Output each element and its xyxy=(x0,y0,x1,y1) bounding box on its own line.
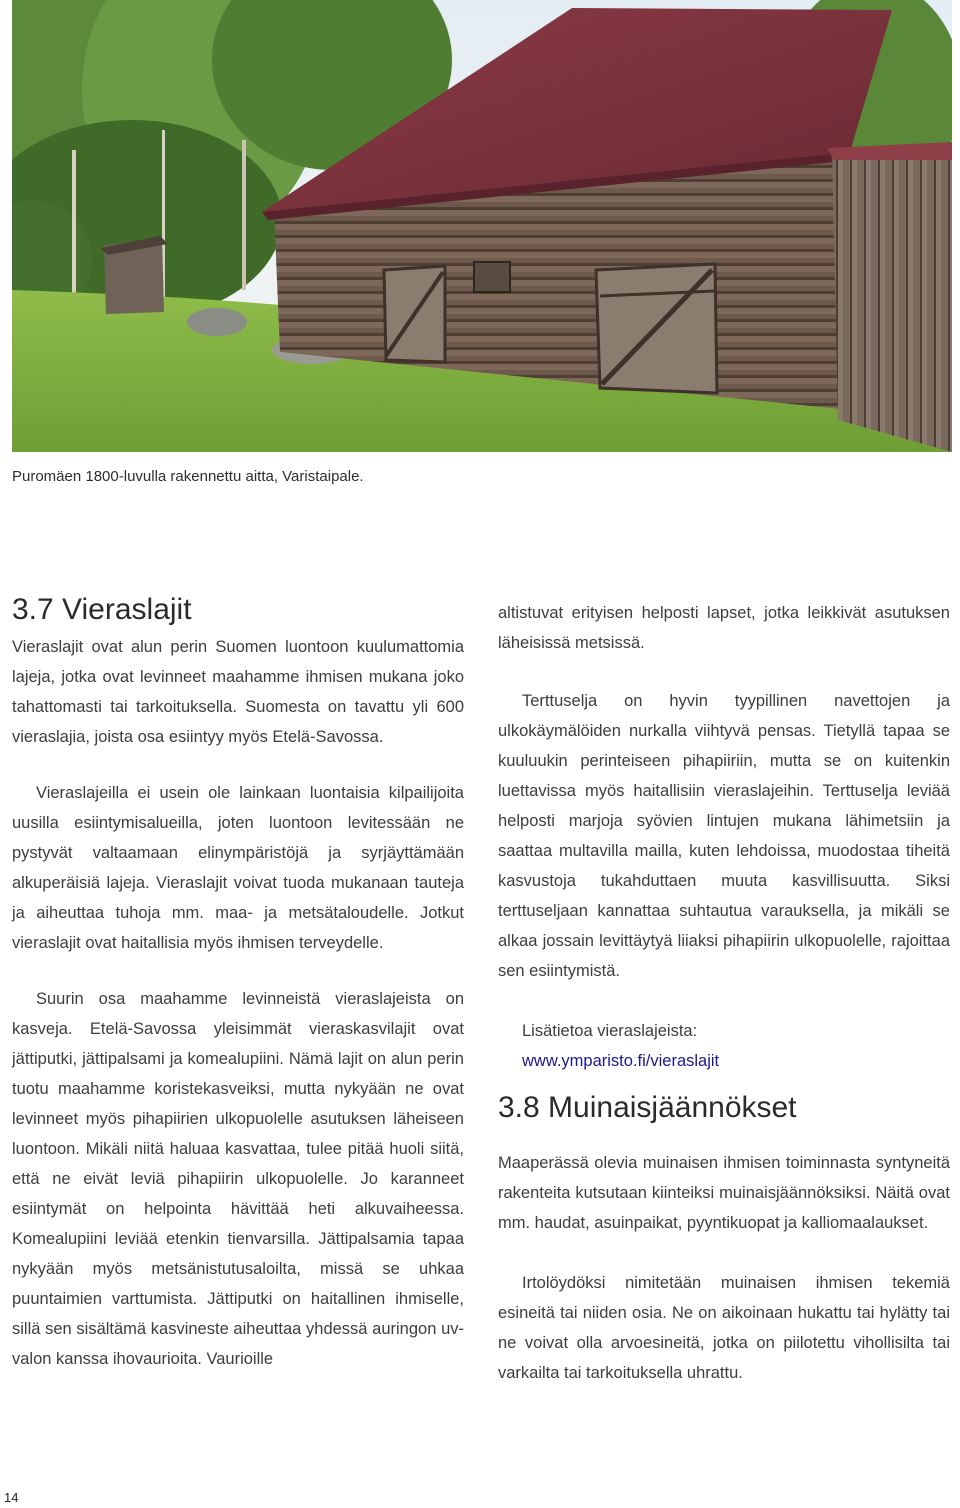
paragraph: altistuvat erityisen helposti lapset, jotka leikkivät asutuksen läheisissä metsissä. xyxy=(498,604,950,652)
left-column xyxy=(12,588,464,1374)
section-heading-38: 3.8 Muinaisjäännökset xyxy=(498,1091,797,1124)
paragraph: Irtolöydöksi nimitetään muinaisen ihmisen tekemiä esineitä tai niiden osia. Ne on aikoinaan hukattu tai hylätty tai ne voivat olla arvoesineitä, jotka on piilotettu vihollisilta tai varkailta tai tarkoituksella uhrattu. xyxy=(498,1274,950,1382)
page-number: 14 xyxy=(4,1490,19,1505)
right-column xyxy=(498,598,950,1388)
barn-photo xyxy=(12,0,952,452)
paragraph: Suurin osa maahamme levinneistä vieraslajeista on kasveja. Etelä-Savossa yleisimmät vieraskasvilajit ovat jättiputki, jättipalsami ja komealupiini. Nämä lajit on alun perin tuotu maahamme koristekasveiksi, mutta nykyään ne ovat levinneet myös pihapiirien ulkopuolelle asutuksen läheiseen luontoon. Mikäli niitä haluaa kasvattaa, tulee pitää huoli siitä, että ne eivät leviä pihapiirin ulkopuolelle. Jo karanneet esiintymät on helpointa hävittää heti alkuvaiheessa. Komealupiini leviää etenkin tienvarsilla. Jättipalsamia tapaa nykyään myös metsänistutusaloilta, missä se uhkaa puuntaimien varttumista. Jättiputki on haitallinen ihmiselle, sillä sen sisältämä kasvineste aiheuttaa yhdessä auringon uv-valon kanssa ihovaurioita. Vaurioille xyxy=(12,990,464,1368)
paragraph: Maaperässä olevia muinaisen ihmisen toiminnasta syntyneitä rakenteita kutsutaan kiinteiksi muinaisjäännöksiksi. Näitä ovat mm. haudat, asuinpaikat, pyyntikuopat ja kalliomaalaukset. xyxy=(498,1154,950,1232)
photo-caption: Puromäen 1800-luvulla rakennettu aitta, Varistaipale. xyxy=(12,468,364,485)
paragraph: Vieraslajit ovat alun perin Suomen luontoon kuulumattomia lajeja, jotka ovat levinneet maahamme ihmisen mukana joko tahattomasti tai tarkoituksella. Suomesta on tavattu yli 600 vieraslajia, joista osa esiintyy myös Etelä-Savossa. xyxy=(12,638,464,746)
paragraph: Vieraslajeilla ei usein ole lainkaan luontaisia kilpailijoita uusilla esiintymisalueilla, joten luontoon levitessään ne pystyvät valtaamaan elinympäristöjä ja syrjäyttämään alkuperäisiä lajeja. Vieraslajit voivat tuoda mukanaan tauteja ja aiheuttaa tuhoja mm. maa- ja metsätaloudelle. Jotkut vieraslajit ovat haitallisia myös ihmisen terveydelle. xyxy=(12,784,464,952)
paragraph: Terttuselja on hyvin tyypillinen navettojen ja ulkokäymälöiden nurkalla viihtyvä pensas. Tietyllä tapaa se kuuluukin perinteiseen pihapiiriin, mutta se on kuitenkin luettavissa myös haitallisiin vieraslajeihin. Terttuselja leviää helposti marjoja syövien lintujen mukana lähimetsiin ja saattaa multavilla mailla, kuten lehdoissa, muodostaa tiheitä kasvustoja tukahduttaen muuta kasvillisuutta. Siksi terttuseljaan kannattaa suhtautua varauksella, ja mikäli se alkaa jossain levittäytyä liiaksi pihapiirin ulkopuolelle, rajoittaa sen esiintymistä. xyxy=(498,692,950,980)
section-heading-37: 3.7 Vieraslajit xyxy=(12,593,192,626)
barn-photo-icon xyxy=(12,0,952,452)
more-info-link[interactable]: www.ymparisto.fi/vieraslajit xyxy=(522,1052,720,1070)
more-info-label: Lisätietoa vieraslajeista: xyxy=(522,1022,698,1040)
